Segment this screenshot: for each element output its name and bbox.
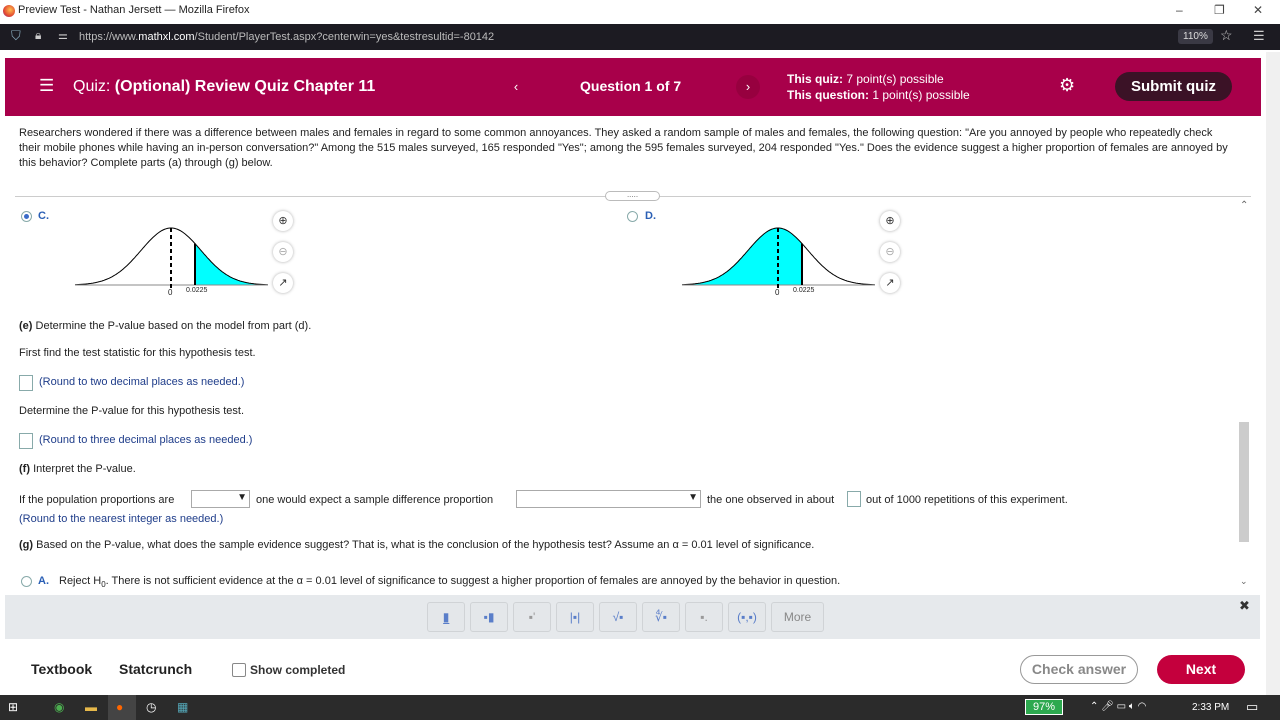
- open-new-window-icon[interactable]: ↗: [273, 273, 293, 293]
- window-titlebar: [0, 0, 1280, 22]
- ordered-pair-button[interactable]: (▪,▪): [728, 602, 766, 632]
- test-stat-prompt: First find the test statistic for this hypothesis test.: [19, 347, 256, 359]
- tick-zero: 0: [775, 288, 780, 297]
- zoom-in-icon[interactable]: ⊕: [880, 211, 900, 231]
- pvalue-input[interactable]: [19, 433, 33, 449]
- lock-icon[interactable]: 🔒︎: [35, 28, 42, 42]
- permissions-icon[interactable]: ⚌: [58, 30, 68, 42]
- more-button[interactable]: More: [771, 602, 824, 632]
- part-f-prompt: (f) Interpret the P-value.: [19, 463, 136, 475]
- square-root-button[interactable]: √▪: [599, 602, 637, 632]
- shield-icon[interactable]: ⛉: [11, 28, 21, 43]
- notifications-icon[interactable]: ▭: [1246, 699, 1259, 714]
- firefox-icon: [3, 5, 15, 17]
- question-counter[interactable]: Question 1 of 7: [580, 78, 682, 94]
- bookmark-star-icon[interactable]: ☆: [1220, 27, 1233, 43]
- open-new-window-icon[interactable]: ↗: [880, 273, 900, 293]
- file-explorer-icon[interactable]: ▬: [85, 700, 97, 714]
- repetitions-input[interactable]: [847, 491, 861, 507]
- statcrunch-link[interactable]: Statcrunch: [119, 661, 193, 677]
- tick-zero: 0: [168, 288, 173, 297]
- population-proportions-dropdown[interactable]: [191, 490, 250, 508]
- pane-resize-handle[interactable]: .....: [605, 191, 660, 201]
- battery-indicator[interactable]: 97%: [1025, 699, 1063, 715]
- submit-quiz-button[interactable]: Submit quiz: [1115, 72, 1232, 101]
- firefox-taskbar-icon[interactable]: ●: [108, 695, 136, 720]
- chrome-icon[interactable]: ◉: [54, 700, 65, 714]
- quiz-title: Quiz: (Optional) Review Quiz Chapter 11: [73, 78, 376, 95]
- dropdown-arrow-icon: ▼: [237, 492, 247, 503]
- window-title: Preview Test - Nathan Jersett — Mozilla Firefox: [18, 4, 250, 16]
- zoom-out-icon[interactable]: ⊖: [880, 242, 900, 262]
- settings-gear-icon[interactable]: ⚙: [1059, 75, 1076, 95]
- option-d-label[interactable]: D.: [645, 210, 656, 222]
- dropdown-arrow-icon: ▼: [688, 492, 698, 503]
- clock[interactable]: 2:33 PM: [1192, 702, 1230, 713]
- option-d-radio[interactable]: [627, 211, 638, 222]
- tick-stat: 0.0225: [186, 287, 208, 294]
- shaded-region: [195, 244, 268, 285]
- quiz-header: [5, 58, 1261, 116]
- shaded-region: [682, 228, 802, 285]
- option-d-normal-curve: [677, 222, 882, 300]
- option-c-normal-curve: [70, 222, 275, 300]
- test-stat-hint: (Round to two decimal places as needed.): [39, 376, 245, 388]
- zoom-out-icon[interactable]: ⊖: [273, 242, 293, 262]
- part-f-hint: (Round to the nearest integer as needed.): [19, 513, 224, 525]
- absolute-value-button[interactable]: |▪|: [556, 602, 594, 632]
- question-text: Researchers wondered if there was a difference between males and females in regard to some common annoyances. They asked a random sample of males and females, the following question: "Are you annoyed by people who repeatedly check their mobile phones while having an in-person conversation?" Among the 515 males surveyed, 165 responded "Yes"; among the 595 females surveyed, 204 responded "Yes." Does the evidence suggest a higher proportion of females are annoyed by this behavior? Complete parts (a) through (g) below.: [19, 127, 1228, 169]
- app-menu-icon[interactable]: ☰: [1253, 28, 1265, 43]
- url-bar[interactable]: [0, 24, 1280, 50]
- windows-taskbar: [0, 695, 1280, 720]
- system-tray-icons[interactable]: ⌃ 🎤︎ ▭ 🔈︎ ◠: [1090, 701, 1147, 712]
- part-f-text-1: If the population proportions are: [19, 494, 175, 506]
- test-statistic-input[interactable]: [19, 375, 33, 391]
- calculator-icon[interactable]: ▦: [177, 700, 189, 714]
- comparison-dropdown[interactable]: [516, 490, 701, 508]
- part-f-text-3: the one observed in about: [707, 494, 835, 506]
- pvalue-hint: (Round to three decimal places as needed.): [39, 434, 253, 446]
- restore-button[interactable]: ❐: [1214, 3, 1225, 17]
- part-f-text-2: one would expect a sample difference proportion: [256, 494, 494, 506]
- close-window-button[interactable]: ✕: [1253, 3, 1264, 17]
- option-a-text[interactable]: Reject $H_0$. There is not sufficient evidence at the α = 0.01 level of significance to suggest a higher proportion of females are annoyed by the behavior in question.: [59, 575, 841, 590]
- nth-root-button[interactable]: ∜▪: [642, 602, 680, 632]
- page-scrollbar[interactable]: [1266, 52, 1280, 695]
- mixed-number-button[interactable]: ▪▮: [470, 602, 508, 632]
- option-a-radio[interactable]: [21, 576, 32, 587]
- option-c-radio[interactable]: [21, 211, 32, 222]
- math-input-toolbar: [5, 595, 1260, 639]
- pvalue-prompt: Determine the P-value for this hypothesis test.: [19, 405, 244, 417]
- menu-icon[interactable]: ☰: [39, 76, 55, 95]
- part-e-prompt: (e) Determine the P-value based on the model from part (d).: [19, 320, 312, 332]
- part-f-text-4: out of 1000 repetitions of this experiment.: [866, 494, 1068, 506]
- zoom-level[interactable]: 110%: [1178, 29, 1213, 44]
- exponent-button[interactable]: ▪': [513, 602, 551, 632]
- close-toolbar-icon[interactable]: ✖: [1239, 598, 1250, 613]
- textbook-link[interactable]: Textbook: [31, 661, 93, 677]
- next-question-button[interactable]: ›: [736, 75, 760, 99]
- show-completed-label[interactable]: Show completed: [250, 663, 346, 677]
- previous-question-button[interactable]: ‹: [513, 79, 519, 94]
- minimize-button[interactable]: –: [1176, 3, 1183, 17]
- points-info: This quiz: 7 point(s) possible This question: 1 point(s) possible: [787, 72, 970, 102]
- subscript-button[interactable]: ▪.: [685, 602, 723, 632]
- start-icon[interactable]: ⊞: [8, 700, 19, 714]
- option-c-label[interactable]: C.: [38, 210, 49, 222]
- next-button[interactable]: Next: [1157, 655, 1245, 684]
- fraction-button[interactable]: ▮̲: [427, 602, 465, 632]
- url-text[interactable]: https://www.mathxl.com/Student/PlayerTest.aspx?centerwin=yes&testresultid=-80142: [79, 31, 495, 43]
- part-g-prompt: (g) Based on the P-value, what does the sample evidence suggest? That is, what is the conclusion of the hypothesis test? Assume an α = 0.01 level of significance.: [19, 539, 815, 551]
- clock-app-icon[interactable]: ◷: [146, 700, 157, 714]
- zoom-in-icon[interactable]: ⊕: [273, 211, 293, 231]
- option-a-label[interactable]: A.: [38, 575, 49, 587]
- tick-stat: 0.0225: [793, 287, 815, 294]
- show-completed-checkbox[interactable]: [232, 663, 246, 677]
- check-answer-button[interactable]: Check answer: [1020, 655, 1138, 684]
- content-scrollbar[interactable]: ⌃ ⌄: [1240, 200, 1249, 586]
